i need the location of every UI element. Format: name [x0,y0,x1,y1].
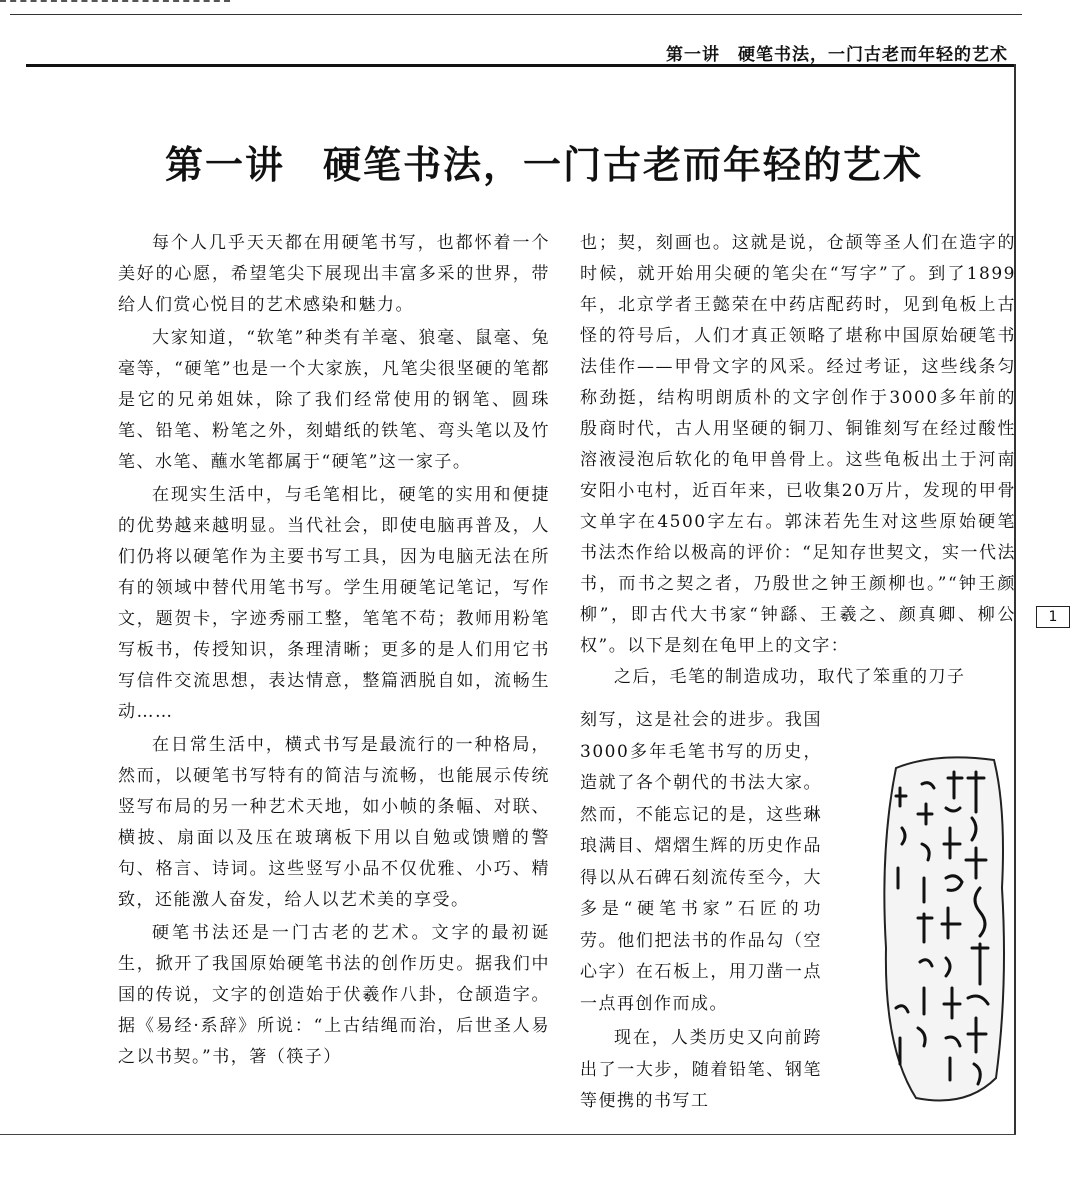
title-lecture-number: 第一讲 [164,143,285,187]
paragraph: 硬笔书法还是一门古老的艺术。文字的最初诞生，掀开了我国原始硬笔书法的创作历史。据我们中国的传说，文字的创造始于伏羲作八卦，仓颉造字。据《易经·系辞》所说：“上古结绳而治，后世圣人易之以书契。”书，箸（筷子） [118,923,550,1067]
paragraph: 大家知道，“软笔”种类有羊毫、狼毫、鼠毫、兔毫等，“硬笔”也是一个大家族，凡笔尖很坚硬的笔都是它的兄弟姐妹，除了我们经常使用的钢笔、圆珠笔、铅笔、粉笔之外，刻蜡纸的铁笔、弯头笔以及竹笔、水笔、蘸水笔都属于“硬笔”这一家子。 [118,328,550,472]
paragraph: 在日常生活中，横式书写是最流行的一种格局，然而，以硬笔书写特有的简洁与流畅，也能展示传统竖写布局的另一种艺术天地，如小帧的条幅、对联、横披、扇面以及压在玻璃板下用以自勉或馈赠的警句、格言、诗词。这些竖写小品不仅优雅、小巧、精致，还能激人奋发，给人以艺术美的享受。 [118,735,550,910]
footer-rule [0,1134,1016,1135]
page-title [0,134,1088,189]
paragraph: 刻写，这是社会的进步。我国3000多年毛笔书写的历史，造就了各个朝代的书法大家。然而，不能忘记的是，这些琳琅满目、熠熠生辉的历史作品得以从石碑石刻流传至今，大多是“硬笔书家”石匠的功劳。他们把法书的作品勾（空心字）在石板上，用刀凿一点一点再创作而成。 [580,710,822,1014]
scan-artifact [0,0,230,5]
right-column [580,228,1016,693]
paragraph: 之后，毛笔的制造成功，取代了笨重的刀子 [614,667,966,687]
title-subject: 硬笔书法，一门古老而年轻的艺术 [323,143,924,187]
oracle-bone-inscription-image [876,748,1010,1112]
paragraph: 每个人几乎天天都在用硬笔书写，也都怀着一个美好的心愿，希望笔尖下展现出丰富多采的世界，带给人们赏心悦目的艺术感染和魅力。 [118,233,550,315]
head-divider [26,64,1016,67]
paragraph: 现在，人类历史又向前跨出了一大步，随着铅笔、钢笔等便携的书写工 [580,1028,822,1111]
paragraph: 在现实生活中，与毛笔相比，硬笔的实用和便捷的优势越来越明显。当代社会，即使电脑再普及，人们仍将以硬笔作为主要书写工具，因为电脑无法在所有的领域中替代用笔书写。学生用硬笔记笔记，写作文，题贺卡，字迹秀丽工整，笔笔不苟；教师用粉笔写板书，传授知识，条理清晰；更多的是人们用它书写信件交流思想，表达情意，整篇洒脱自如，流畅生动…… [118,485,550,722]
running-head: 第一讲 硬笔书法，一门古老而年轻的艺术 [666,45,1008,65]
paragraph: 也；契，刻画也。这就是说，仓颉等圣人们在造字的时候，就开始用尖硬的笔尖在“写字”了。到了1899年，北京学者王懿荣在中药店配药时，见到龟板上古怪的符号后，人们才真正领略了堪称中国原始硬笔书法佳作——甲骨文字的风采。经过考证，这些线条匀称劲挺，结构明朗质朴的文字创作于3000多年前的殷商时代，古人用坚硬的铜刀、铜锥刻写在经过酸性溶液浸泡后软化的龟甲兽骨上。这些龟板出土于河南安阳小屯村，近百年来，已收集20万片，发现的甲骨文单字在4500字左右。郭沫若先生对这些原始硬笔书法杰作给以极高的评价：“足知存世契文，实一代法书，而书之契之者，乃殷世之钟王颜柳也。”“钟王颜柳”，即古代大书家“钟繇、王羲之、颜真卿、柳公权”。以下是刻在龟甲上的文字： [580,233,1016,656]
left-column [118,228,550,1073]
page-number-tab: 1 [1036,606,1070,628]
header-rule [10,14,1022,15]
wrapped-column [580,705,822,1118]
